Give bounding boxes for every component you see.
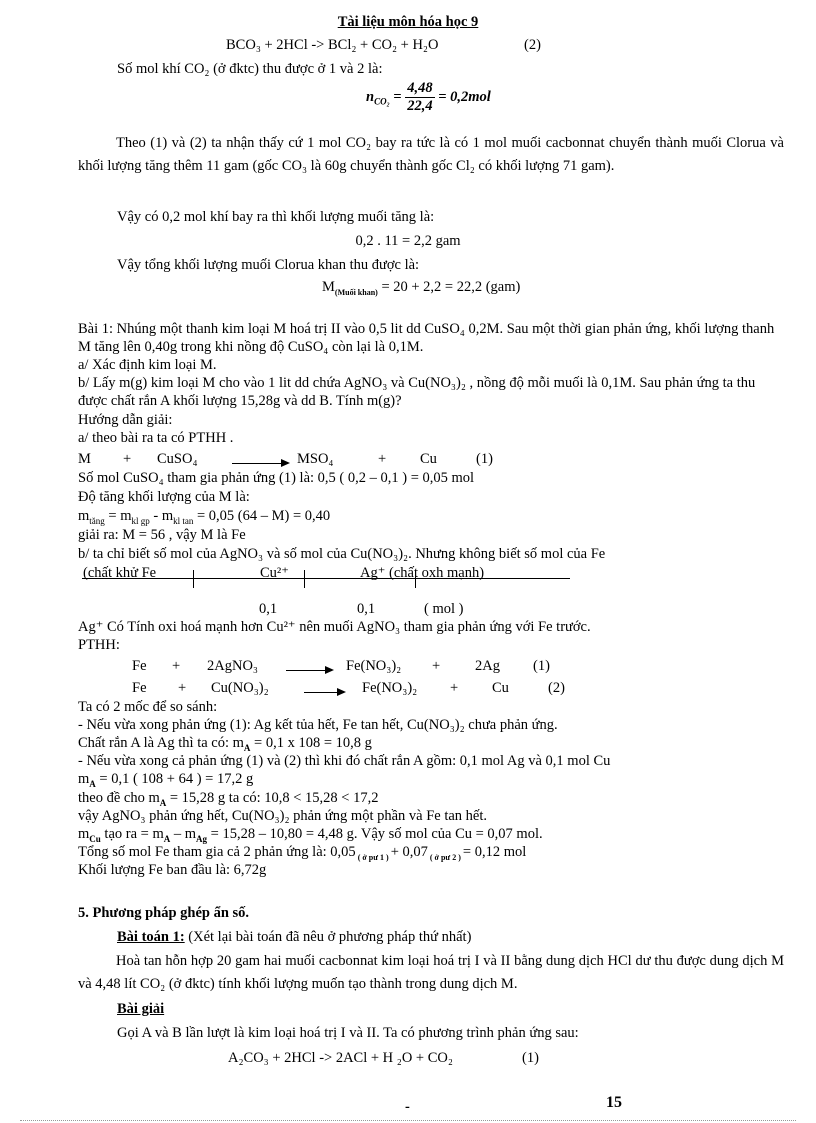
tong-value: = 0,12 mol (462, 844, 527, 860)
r1-plus-2: + (378, 451, 387, 467)
r2-product-feno3: Fe(NO₃)₂ (346, 658, 402, 674)
equation-a2co3: A₂CO₃ + 2HCl -> 2ACl + H ₂O + CO₂ (228, 1050, 453, 1066)
bai-toan-text: (Xét lại bài toán đã nêu ở phương pháp thứ nhất) (184, 929, 472, 945)
tong-mid: + 0,07 (390, 844, 428, 860)
equation-number: (2) (524, 37, 541, 53)
pthh-label: PTHH: (78, 637, 120, 653)
scale-line (82, 578, 570, 579)
neu-vua-xong-1: - Nếu vừa xong phản ứng (1): Ag kết tủa hết, Fe tan hết, Cu(NO₃)₂ chưa phản ứng. (78, 717, 558, 733)
r1-number: (1) (476, 451, 493, 467)
scale-value-2: 0,1 (357, 601, 376, 617)
r2-fe: Fe (132, 658, 147, 674)
scale-value-1: 0,1 (259, 601, 278, 617)
bai-toan-label: Bài toán 1: (117, 929, 185, 945)
bai-giai-heading: Bài giải (117, 1001, 165, 1017)
n-co2-formula: $n_{CO_2}$ = $\frac{4,48}{22,4}$ = 0,2mol (366, 80, 491, 114)
r3-number: (2) (548, 680, 565, 696)
calc-increase: 0,2 . 11 = 2,2 gam (355, 233, 461, 249)
page-number: 15 (606, 1094, 622, 1111)
footer-mark: - (405, 1099, 410, 1115)
theo-de-text: theo đề cho m (78, 790, 160, 806)
scale-label-ag: Ag⁺ (chất oxh mạnh) (360, 565, 485, 581)
r1-plus: + (123, 451, 132, 467)
m-tang-symbol: m (78, 508, 90, 524)
khoi-luong-fe: Khối lượng Fe ban đầu là: 6,72g (78, 862, 267, 878)
mcu-mid: tạo ra = m (100, 826, 164, 842)
tong-sub-2: ( ở pư 2 ) (427, 852, 463, 862)
hoa-tan-paragraph: Hoà tan hỗn hợp 20 gam hai muối cacbonnat kim loại hoá trị I và II bằng dung dịch HCl dư thu được dung dịch M và 4,48 lít CO₂ (ở đktc) tính khối lượng muốn tạo thành trong dung dịch M. (78, 953, 784, 992)
r2-number: (1) (533, 658, 550, 674)
chat-ran-text: Chất rắn A là Ag thì ta có: m (78, 735, 244, 751)
b-ta-chi-biet: b/ ta chỉ biết số mol của AgNO₃ và số mol của Cu(NO₃)₂. Nhưng không biết số mol của Fe (78, 546, 606, 562)
section-5-title: 5. Phương pháp ghép ẩn số. (78, 905, 250, 921)
mol-co2-text: Số mol khí CO₂ (ở đktc) thu được ở 1 và 2 là: (117, 61, 383, 77)
chat-ran-sub: A (243, 742, 251, 753)
mcu-value: = 15,28 – 10,80 = 4,48 g. Vậy số mol của Cu = 0,07 mol. (207, 826, 543, 842)
scale-tick-2 (304, 570, 305, 588)
m-kl-gp-sub: kl gp (131, 515, 150, 526)
vay-tong-text: Vậy tổng khối lượng muối Clorua khan thu được là: (117, 257, 420, 273)
m-tang-value: = 0,05 (64 – M) = 0,40 (193, 508, 331, 524)
goi-a-b: Gọi A và B lần lượt là kim loại hoá trị I và II. Ta có phương trình phản ứng sau: (117, 1025, 579, 1041)
ma-sub: A (89, 778, 96, 789)
ta-co-2-moc: Ta có 2 mốc để so sánh: (78, 699, 218, 715)
r3-arrow (304, 687, 344, 705)
paragraph-theo: Theo (1) và (2) ta nhận thấy cứ 1 mol CO₂ bay ra tức là có 1 mol muối cacbonnat chuyển thành muối Clorua và khối lượng tăng thêm 11 gam (gốc CO₃ là 60g chuyển thành gốc Cl₂ có khối lượng 71 gam). (78, 135, 784, 174)
so-mol-cuso4: Số mol CuSO₄ tham gia phản ứng (1) là: 0,5 ( 0,2 – 0,1 ) = 0,05 mol (78, 470, 475, 486)
bai1-part-b: b/ Lấy m(g) kim loại M cho vào 1 lit dd chứa AgNO₃ và Cu(NO₃)₂ , nồng độ mỗi muối là 0,1M. Sau phản ứng ta thu được chất rắn A khối lượng 15,28g và dd B. Tính m(g)? (78, 375, 756, 409)
r2-agno3: 2AgNO₃ (207, 658, 258, 674)
mcu-minus: – m (170, 826, 197, 842)
mcu-sub: Cu (89, 833, 101, 844)
r1-reactant-cuso4: CuSO₄ (157, 451, 198, 467)
do-tang-khoi-luong: Độ tăng khối lượng của M là: (78, 489, 250, 505)
mcu-sub-ag: Ag (196, 833, 208, 844)
giai-ra: giải ra: M = 56 , vậy M là Fe (78, 527, 246, 543)
m-kl-tan-sub: kl tan (173, 515, 194, 526)
bai1-part-a: a/ Xác định kim loại M. (78, 357, 217, 373)
m-value: = 20 + 2,2 = 22,2 (gam) (377, 279, 521, 295)
scale-unit: ( mol ) (424, 601, 464, 617)
r2-plus-2: + (432, 658, 441, 674)
huong-dan-giai: Hướng dẫn giải: (78, 412, 173, 428)
r3-plus: + (178, 680, 187, 696)
r2-arrow (286, 665, 332, 683)
tong-text: Tổng số mol Fe tham gia cả 2 phản ứng là: 0,05 (78, 844, 356, 860)
vay-agno3: vậy AgNO₃ phản ứng hết, Cu(NO₃)₂ phản ứng một phần và Fe tan hết. (78, 808, 488, 824)
chat-ran-value: = 0,1 x 108 = 10,8 g (250, 735, 372, 751)
fraction-denominator: 22,4 (407, 98, 433, 114)
ag-oxi-hoa: Ag⁺ Có Tính oxi hoá mạnh hơn Cu²⁺ nên muối AgNO₃ tham gia phản ứng với Fe trước. (78, 619, 591, 635)
equation-a2co3-number: (1) (522, 1050, 539, 1066)
equation-bco3: BCO₃ + 2HCl -> BCl₂ + CO₂ + H₂O (226, 37, 439, 53)
m-muoi-khan (322, 278, 520, 302)
r1-reactant-m: M (78, 451, 91, 467)
scale-label-cu: Cu²⁺ (260, 565, 289, 581)
neu-vua-xong-2: - Nếu vừa xong cả phản ứng (1) và (2) thì khi đó chất rắn A gồm: 0,1 mol Ag và 0,1 mol Cu (78, 753, 611, 769)
m-symbol: M (322, 279, 335, 295)
r3-product-feno3: Fe(NO₃)₂ (362, 680, 418, 696)
footer-dotted-line (20, 1120, 796, 1121)
fraction (405, 80, 434, 115)
mcu-sub-a: A (163, 833, 171, 844)
m-subscript: (Muối khan) (334, 287, 378, 297)
theo-de-sub: A (159, 797, 167, 808)
r3-product-cu: Cu (492, 680, 509, 696)
r2-plus: + (172, 658, 181, 674)
document-header: Tài liệu môn hóa học 9 (337, 14, 479, 30)
ma-value: = 0,1 ( 108 + 64 ) = 17,2 g (95, 771, 254, 787)
r3-plus-2: + (450, 680, 459, 696)
m-tang-sub: tăng (89, 515, 105, 526)
r1-product-mso4: MSO₄ (297, 451, 334, 467)
scale-tick-3 (415, 570, 416, 588)
theo-de-value: = 15,28 g ta có: 10,8 < 15,28 < 17,2 (166, 790, 379, 806)
r2-product-ag: 2Ag (475, 658, 500, 674)
ma-symbol: m (78, 771, 90, 787)
bai-toan-1 (117, 928, 471, 946)
vay-co-text: Vậy có 0,2 mol khí bay ra thì khối lượng muối tăng là: (117, 209, 435, 225)
r3-cuno3: Cu(NO₃)₂ (211, 680, 269, 696)
r1-product-cu: Cu (420, 451, 437, 467)
tong-sub-1: ( ở pư 1 ) (355, 852, 391, 862)
m-tang-minus: - m (149, 508, 174, 524)
theo-bai-ra: a/ theo bài ra ta có PTHH . (78, 430, 234, 446)
fraction-result: = 0,2mol (438, 88, 491, 105)
mcu-symbol: m (78, 826, 90, 842)
bai1-problem: Bài 1: Nhúng một thanh kim loại M hoá trị II vào 0,5 lit dd CuSO₄ 0,2M. Sau một thời gian phản ứng, khối lượng thanh M tăng lên 0,40g trong khi nồng độ CuSO₄ còn lại là 0,1M. (78, 321, 775, 355)
fraction-numerator: 4,48 (407, 80, 433, 96)
scale-label-left: (chất khử Fe (83, 565, 157, 581)
scale-tick-1 (193, 570, 194, 588)
r3-fe: Fe (132, 680, 147, 696)
n-subscript: CO₂ (374, 96, 390, 107)
n-symbol: n (366, 88, 375, 105)
m-tang-eq: = m (104, 508, 132, 524)
